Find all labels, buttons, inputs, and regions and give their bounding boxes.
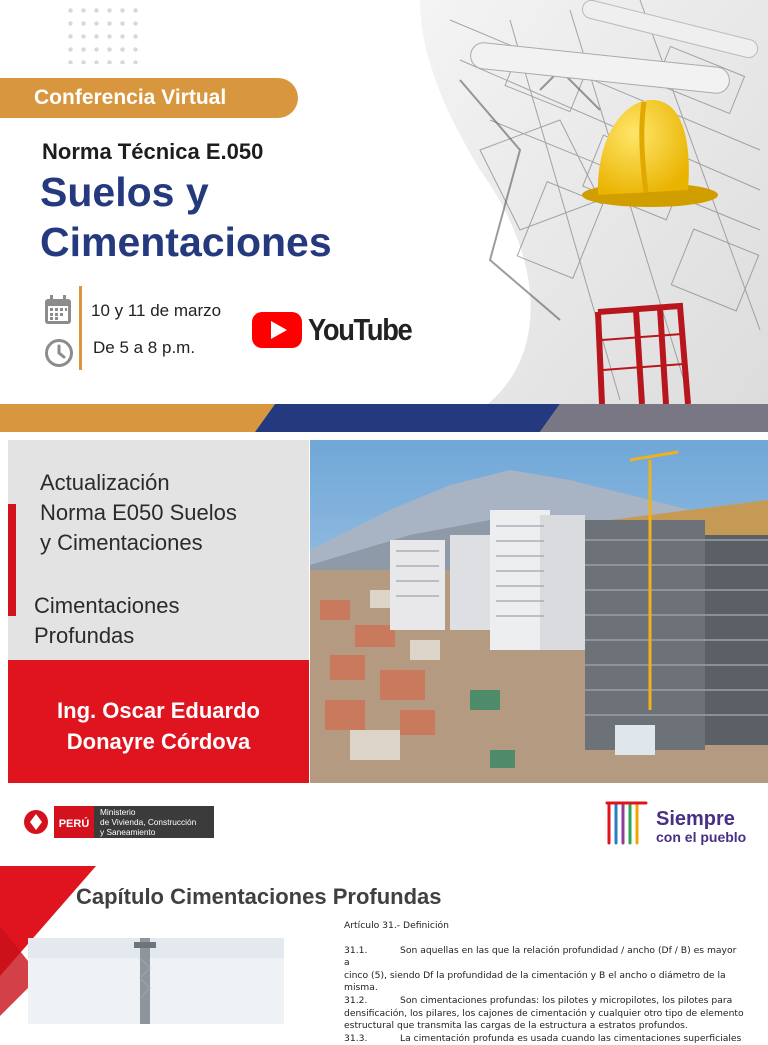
dot-pattern: [64, 4, 144, 64]
paragraph-line: 31.2. Son cimentaciones profundas: los pilotes y micropilotes, los pilotes para: [344, 994, 733, 1006]
clock-icon: [44, 338, 74, 368]
campaign-tagline: con el pueblo: [656, 829, 747, 845]
red-accent-bar: [8, 504, 16, 616]
ministry-logo: [16, 800, 216, 847]
topic-line: Profundas: [34, 623, 135, 648]
title-line-2: Cimentaciones: [40, 219, 332, 265]
ministry-name-line: y Saneamiento: [100, 827, 156, 837]
speaker-name-line: Ing. Oscar Eduardo: [57, 698, 260, 723]
title-line-1: Suelos y: [40, 169, 209, 215]
blueprint-helmet-illustration: [360, 0, 768, 410]
article-text: [344, 920, 744, 1045]
heading-line: Norma E050 Suelos: [40, 500, 237, 525]
article-heading: Artículo 31.- Definición: [344, 920, 449, 931]
paragraph-line: estructural que transmita las cargas de la estructura a estratos profundos.: [344, 1020, 688, 1032]
conference-banner: [0, 0, 768, 432]
calendar-icon: [44, 295, 72, 325]
paragraph-line: 31.3. La cimentación profunda es usada cuando las cimentaciones superficiales: [344, 1032, 742, 1044]
drilling-rig-photo: [28, 938, 284, 1024]
campaign-word: Siempre: [656, 808, 735, 830]
speaker-card: [0, 432, 768, 845]
card-heading: [40, 468, 237, 558]
event-time: De 5 a 8 p.m.: [93, 338, 196, 357]
youtube-play-icon: [252, 312, 302, 348]
chapter-title: Capítulo Cimentaciones Profundas: [76, 884, 442, 909]
paragraph-number: 31.2.: [344, 994, 368, 1006]
peru-flag-text: PERÚ: [58, 818, 90, 830]
norm-subtitle: Norma Técnica E.050: [42, 139, 264, 164]
topic-line: Cimentaciones: [34, 593, 180, 618]
heading-line: y Cimentaciones: [40, 530, 203, 555]
paragraph-line: cinco (5), siendo Df la profundidad de la cimentación y B el ancho o diámetro de la misma.: [344, 969, 726, 994]
card-topic: [34, 591, 180, 651]
chapter-slide: [0, 866, 768, 1044]
ministry-name-line: de Vivienda, Construcción: [100, 817, 197, 827]
conference-badge: Conferencia Virtual: [0, 78, 298, 118]
youtube-logo[interactable]: [252, 312, 426, 348]
event-date: 10 y 11 de marzo: [91, 301, 222, 320]
paragraph-number: 31.1.: [344, 944, 368, 956]
ministry-name-line: Ministerio: [100, 807, 136, 817]
speaker-name: [8, 695, 309, 757]
divider-bar: [79, 286, 82, 370]
color-stripes: [0, 404, 768, 432]
paragraph-line: 31.1. Son aquellas en las que la relación profundidad / ancho (Df / B) es mayor a: [344, 944, 737, 969]
paragraph-number: 31.3.: [344, 1032, 368, 1044]
speaker-name-line: Donayre Córdova: [66, 729, 251, 754]
youtube-wordmark: YouTube: [308, 312, 412, 347]
heading-line: Actualización: [40, 470, 170, 495]
paragraph-line: densificación, los pilares, los cajones de cimentación y cualquier otro tipo de elemento: [344, 1007, 744, 1019]
siempre-con-el-pueblo-logo: [606, 797, 756, 854]
city-construction-photo: [310, 440, 768, 783]
